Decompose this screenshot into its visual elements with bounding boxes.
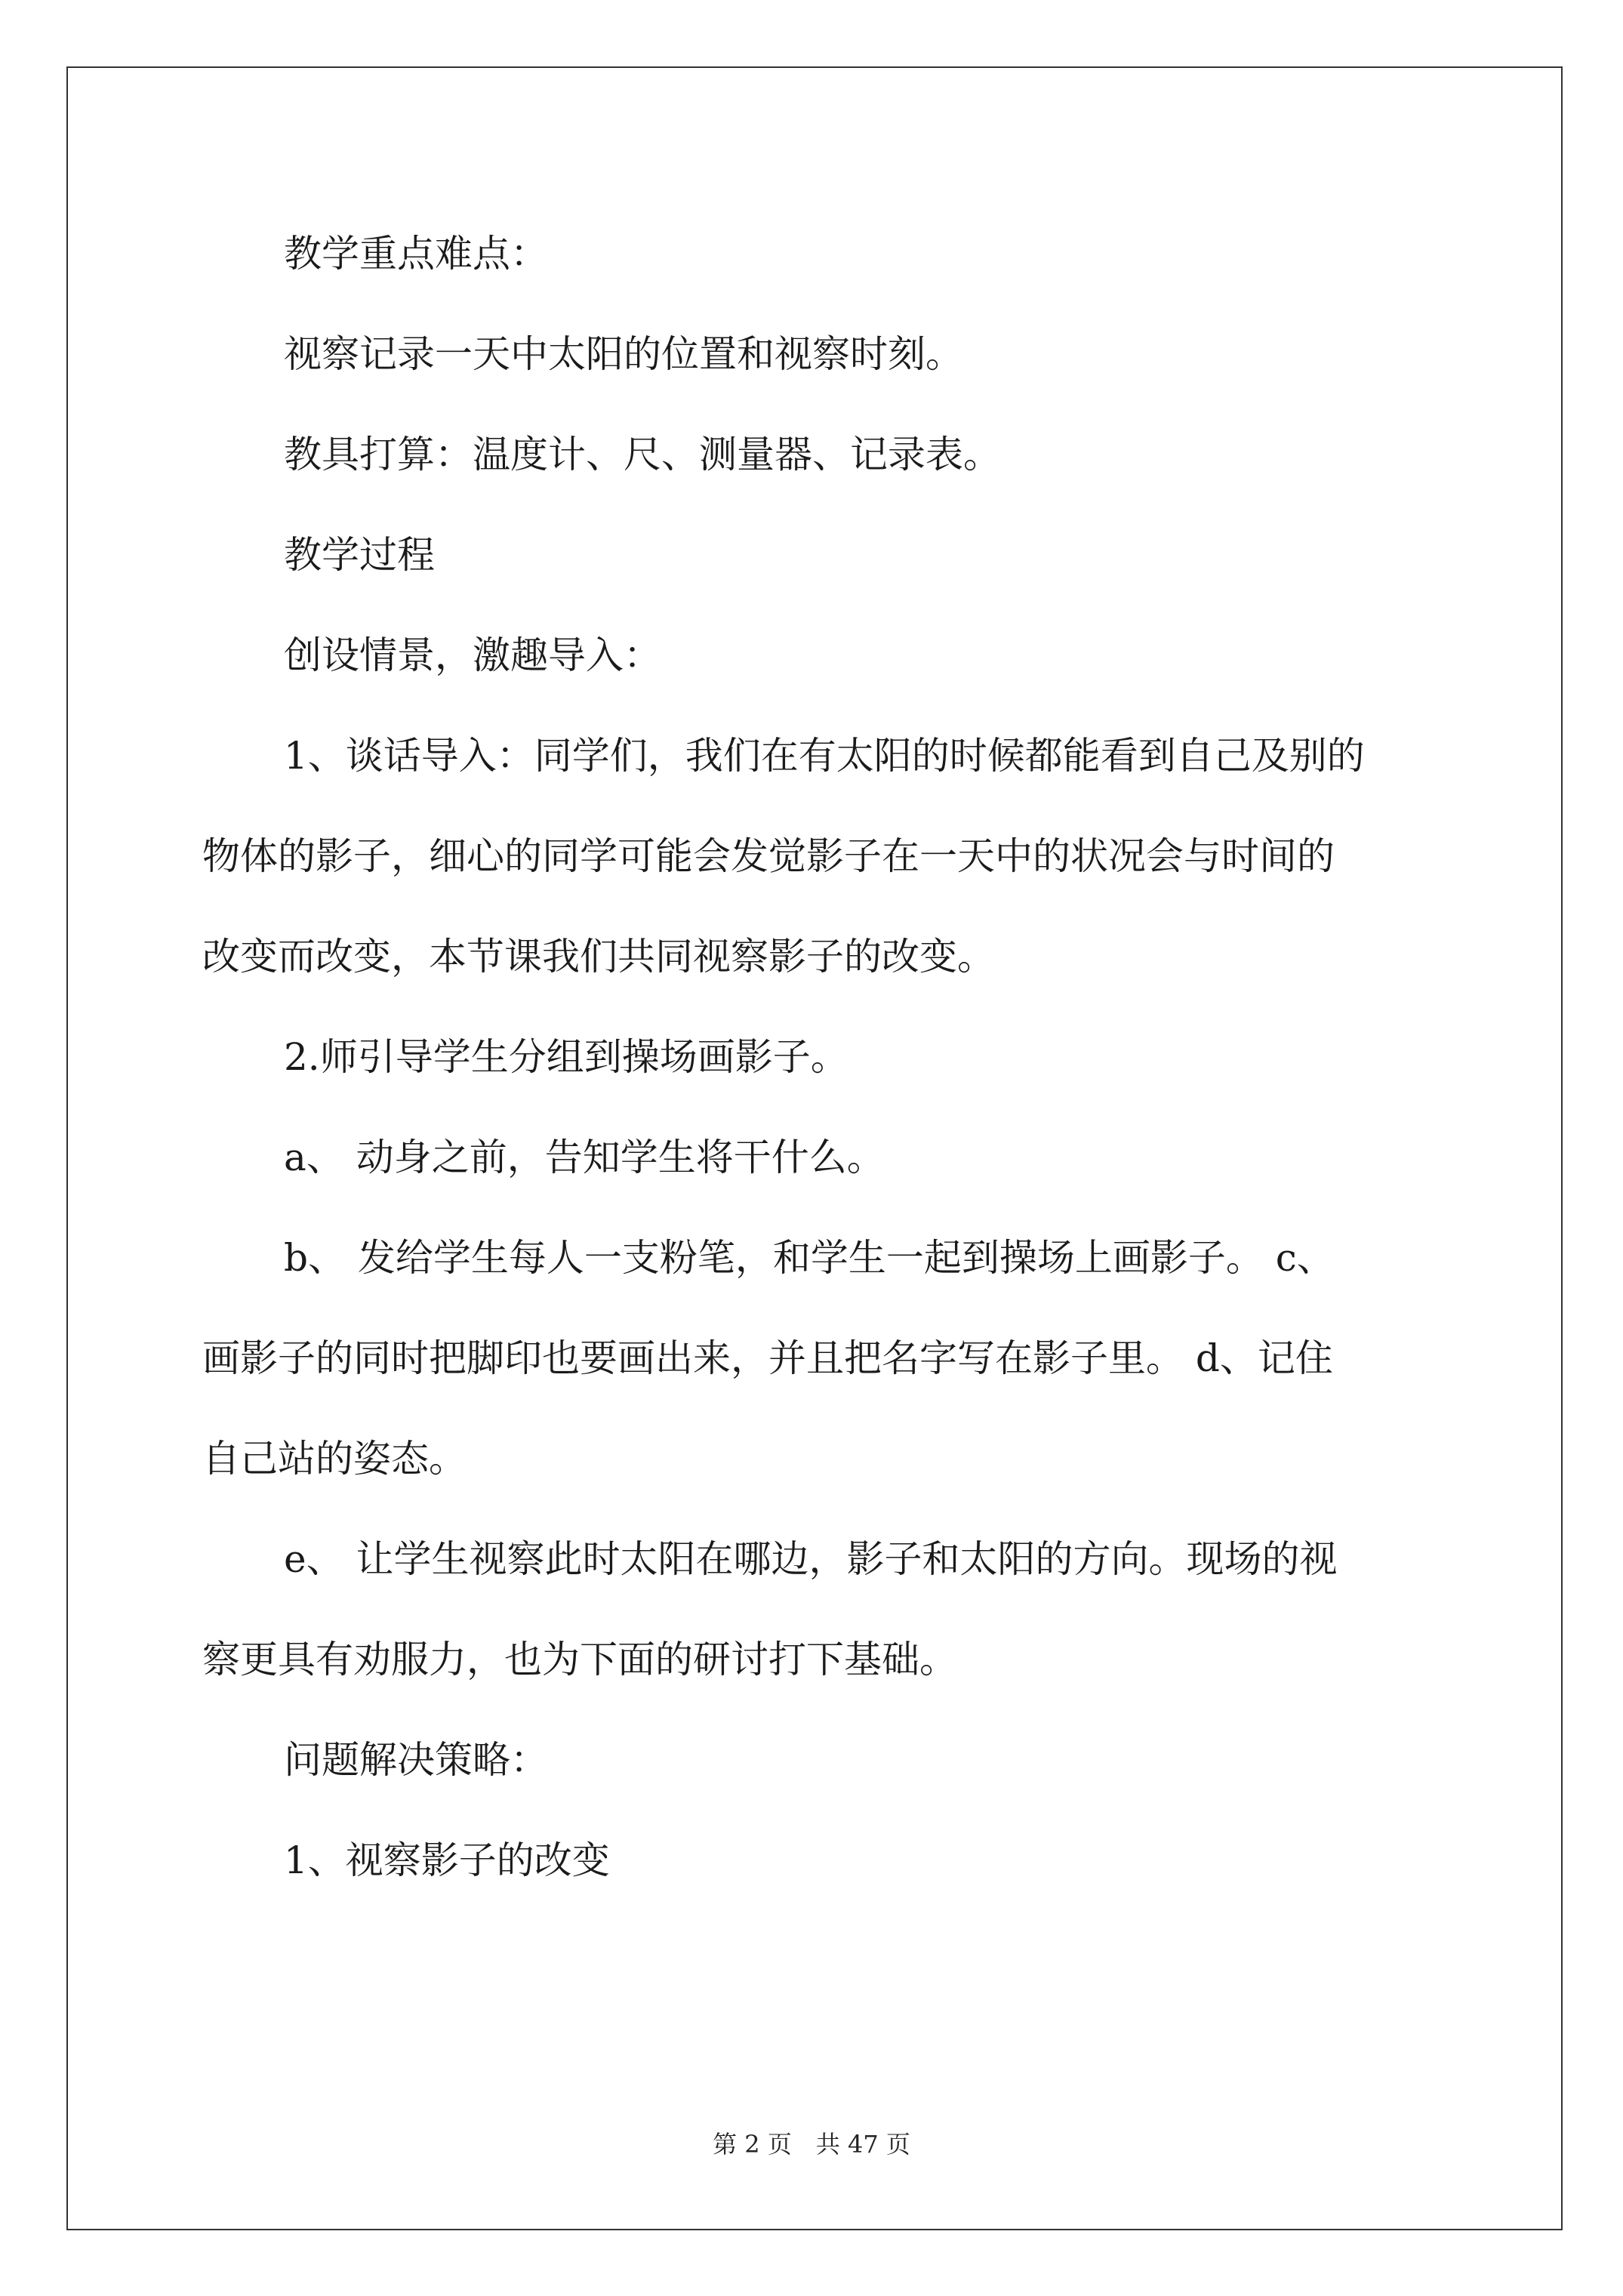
text-line: 改变而改变，本节课我们共同视察影子的改变。 xyxy=(202,935,995,978)
text-line: 教具打算：温度计、尺、测量器、记录表。 xyxy=(284,433,1001,476)
paragraph-heading-key-points xyxy=(202,204,1440,304)
paragraph-teacher-guide xyxy=(202,1007,1440,1108)
paragraph-heading-strategy xyxy=(202,1710,1440,1811)
text-line: b、 发给学生每人一支粉笔，和学生一起到操场上画影子。 c、 xyxy=(284,1236,1335,1280)
page-number-footer: 第 2 页 共 47 页 xyxy=(713,2130,910,2159)
text-line: 1、谈话导入：同学们，我们在有太阳的时候都能看到自己及别的 xyxy=(284,734,1365,778)
text-line: 察更具有劝服力，也为下面的研讨打下基础。 xyxy=(202,1638,957,1681)
text-line: 物体的影子，细心的同学可能会发觉影子在一天中的状况会与时间的 xyxy=(202,834,1335,878)
text-line: 视察记录一天中太阳的位置和视察时刻。 xyxy=(284,332,963,376)
paragraph-heading-process xyxy=(202,505,1440,606)
text-line: 教学过程 xyxy=(284,533,435,577)
paragraph-item-e xyxy=(202,1509,1440,1710)
text-line: 问题解决策略： xyxy=(284,1738,548,1782)
paragraph-teaching-aids xyxy=(202,405,1440,505)
text-line: 画影子的同时把脚印也要画出来，并且把名字写在影子里。 d、记住 xyxy=(202,1336,1333,1380)
text-line: 创设情景，激趣导入： xyxy=(284,633,661,677)
paragraph-item-b xyxy=(202,1208,1440,1509)
paragraph-conversation-intro xyxy=(202,706,1440,1007)
paragraph-heading-intro xyxy=(202,606,1440,706)
text-line: e、 让学生视察此时太阳在哪边，影子和太阳的方向。现场的视 xyxy=(284,1537,1338,1581)
paragraph-item-a xyxy=(202,1108,1440,1208)
paragraph-observation xyxy=(202,304,1440,405)
text-line: 2.师引导学生分组到操场画影子。 xyxy=(284,1035,848,1079)
text-line: 自己站的姿态。 xyxy=(202,1437,467,1481)
text-line: 教学重点难点： xyxy=(284,232,548,276)
paragraph-observe-shadow xyxy=(202,1811,1440,1911)
text-line: a、 动身之前，告知学生将干什么。 xyxy=(284,1136,885,1179)
text-line: 1、视察影子的改变 xyxy=(284,1838,610,1882)
